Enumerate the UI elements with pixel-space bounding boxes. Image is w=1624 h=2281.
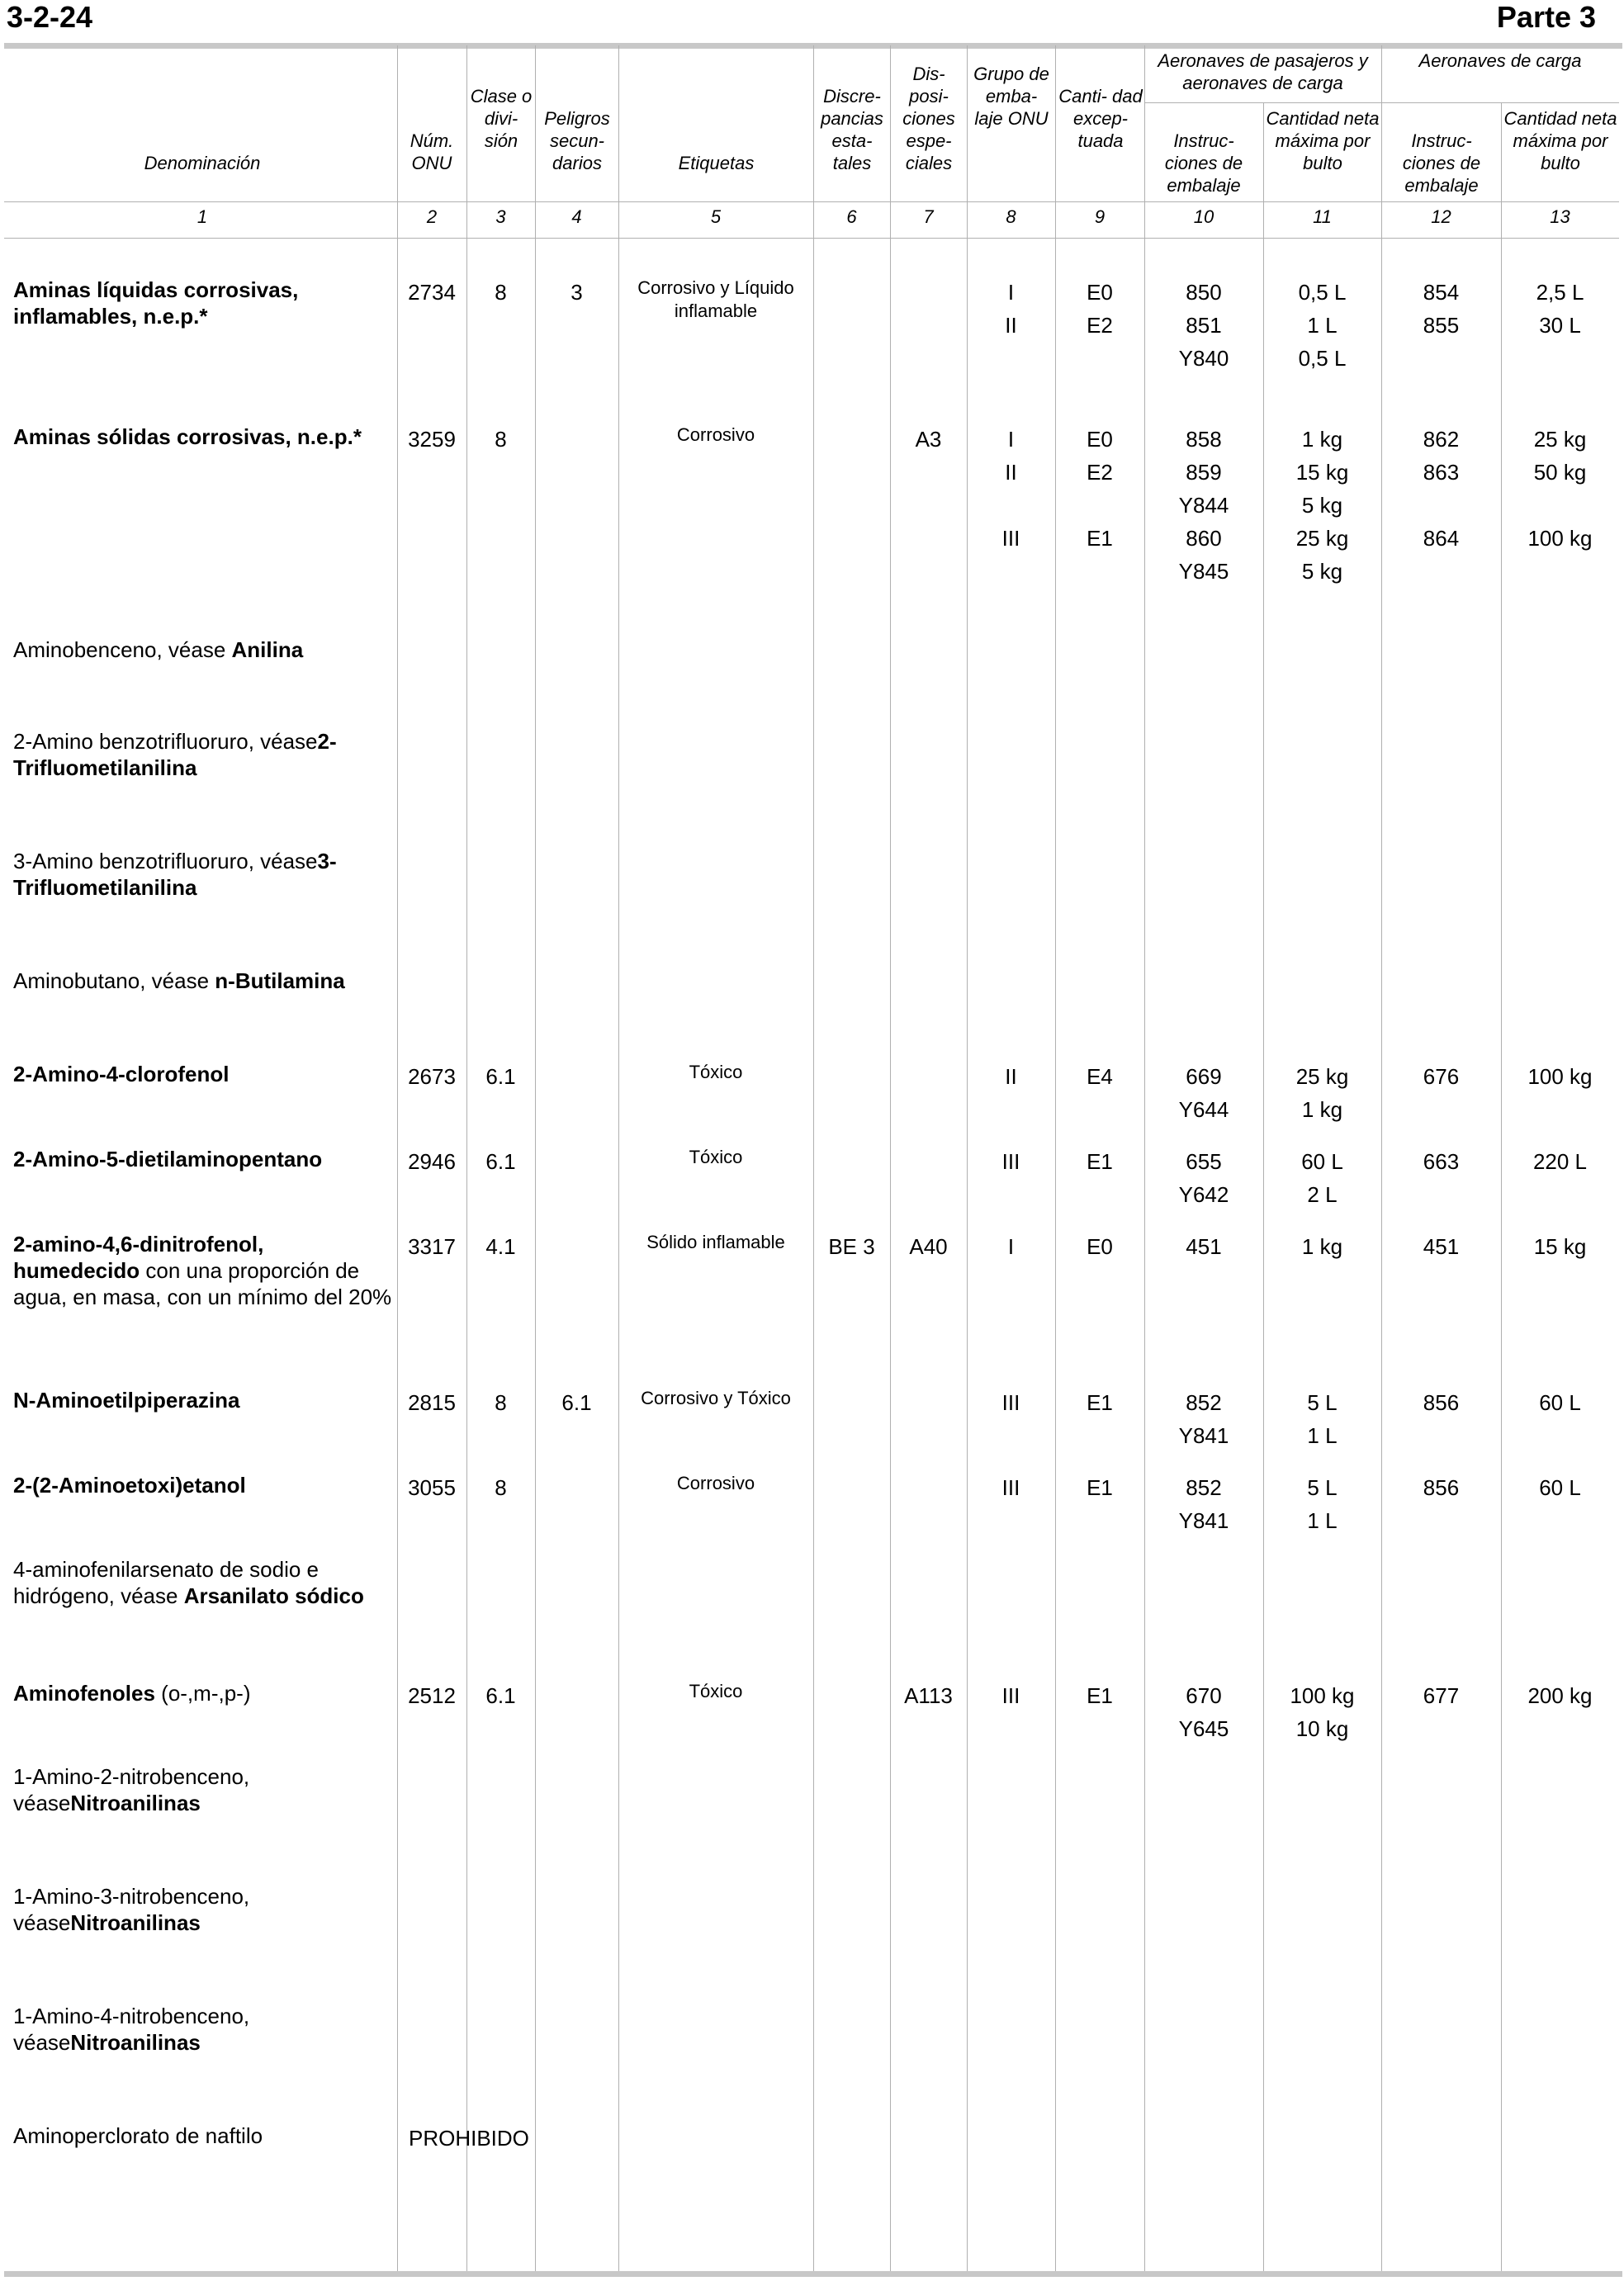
substance-name [13, 2003, 393, 2056]
hazard-label: Tóxico [689, 1062, 743, 1082]
cargo-packing-instruction: 663 [1423, 1149, 1460, 1174]
cargo-packing-instruction: 856 [1423, 1475, 1460, 1500]
passenger-max-net-quantity: 5 kg [1301, 493, 1343, 518]
excepted-quantity: E0 [1087, 280, 1113, 305]
passenger-packing-instruction: Y840 [1178, 346, 1229, 371]
substance-name [13, 1472, 393, 1498]
substance-name-bold: Aminas sólidas corrosivas, n.e.p.* [13, 424, 362, 449]
column-number: 9 [1094, 206, 1106, 227]
prohibited-text: PROHIBIDO [409, 2126, 529, 2151]
hazard-label: Sólido inflamable [646, 1232, 785, 1252]
substance-name-text: Aminobutano, véase [13, 968, 215, 993]
passenger-max-net-quantity: 1 kg [1301, 427, 1343, 452]
bottom-rule [4, 2271, 1622, 2277]
passenger-max-net-quantity: 25 kg [1295, 1064, 1349, 1089]
substance-name-bold: Aminofenoles [13, 1681, 155, 1706]
excepted-quantity: E1 [1087, 1683, 1113, 1708]
header-col-3: Clase o divi- sión [470, 86, 533, 151]
substance-name [13, 848, 393, 901]
passenger-packing-instruction: Y841 [1178, 1508, 1229, 1533]
cross-reference-link[interactable]: Nitroanilinas [70, 1791, 201, 1815]
part-label: Parte 3 [1496, 0, 1596, 34]
passenger-max-net-quantity: 5 L [1307, 1390, 1338, 1415]
cargo-max-net-quantity: 60 L [1539, 1475, 1581, 1500]
packing-group: III [1001, 1149, 1020, 1174]
class-division: 6.1 [485, 1683, 516, 1708]
cargo-max-net-quantity: 2,5 L [1536, 280, 1584, 305]
cargo-packing-instruction: 856 [1423, 1390, 1460, 1415]
substance-name [13, 637, 393, 663]
class-division: 4.1 [485, 1234, 516, 1259]
un-number: 2734 [408, 280, 456, 305]
header-col-6: Discre- pancias esta- tales [821, 86, 883, 173]
class-division: 6.1 [485, 1149, 516, 1174]
header-passenger-aircraft: Aeronaves de pasajeros y aeronaves de carga [1158, 50, 1368, 93]
excepted-quantity: E2 [1087, 460, 1113, 485]
passenger-packing-instruction: 860 [1186, 526, 1222, 551]
cargo-max-net-quantity: 220 L [1532, 1149, 1588, 1174]
substance-name [13, 1556, 393, 1609]
substance-name [13, 968, 393, 994]
header-col-9: Canti- dad excep- tuada [1058, 86, 1143, 151]
column-number: 2 [426, 206, 438, 227]
packing-group: II [1005, 460, 1017, 485]
passenger-packing-instruction: 859 [1186, 460, 1222, 485]
passenger-max-net-quantity: 5 L [1307, 1475, 1338, 1500]
substance-name-qualifier: con una proporción de agua, en masa, con un mínimo del 20% [13, 1258, 392, 1309]
excepted-quantity: E1 [1087, 1149, 1113, 1174]
substance-name-text: 3-Amino benzotrifluoruro, véase [13, 849, 318, 873]
cargo-max-net-quantity: 25 kg [1533, 427, 1587, 452]
substance-name-text: 1-Amino-4-nitrobenceno, véase [13, 2004, 250, 2055]
substance-name-text: 1-Amino-2-nitrobenceno, véase [13, 1764, 250, 1815]
substance-name [13, 277, 393, 329]
substance-name-bold: Aminas líquidas corrosivas, inflamables, n.e.p.* [13, 277, 299, 329]
cargo-max-net-quantity: 200 kg [1527, 1683, 1593, 1708]
column-number: 8 [1006, 206, 1016, 227]
header-col-8: Grupo de emba- laje ONU [973, 64, 1049, 129]
header-col-7: Dis- posi- ciones espe- ciales [902, 64, 955, 173]
cargo-max-net-quantity: 100 kg [1527, 1064, 1593, 1089]
hazard-label: Corrosivo y Líquido inflamable [637, 277, 794, 321]
cargo-packing-instruction: 677 [1423, 1683, 1460, 1708]
passenger-packing-instruction: Y841 [1178, 1423, 1229, 1448]
header-col-1: Denominación [144, 153, 261, 173]
excepted-quantity: E1 [1087, 526, 1113, 551]
cargo-packing-instruction: 676 [1423, 1064, 1460, 1089]
packing-group: I [1007, 1234, 1015, 1259]
excepted-quantity: E0 [1087, 427, 1113, 452]
passenger-packing-instruction: Y644 [1178, 1097, 1229, 1122]
packing-group: III [1001, 1390, 1020, 1415]
passenger-packing-instruction: 850 [1186, 280, 1222, 305]
passenger-max-net-quantity: 15 kg [1295, 460, 1349, 485]
header-col-11: Cantidad neta máxima por bulto [1266, 108, 1380, 173]
passenger-max-net-quantity: 1 L [1307, 1508, 1338, 1533]
substance-name [13, 2122, 393, 2149]
substance-name [13, 1146, 393, 1172]
cargo-packing-instruction: 451 [1423, 1234, 1460, 1259]
substance-name [13, 1763, 393, 1816]
column-number: 4 [571, 206, 582, 227]
cargo-packing-instruction: 855 [1423, 313, 1460, 338]
cargo-max-net-quantity: 100 kg [1527, 526, 1593, 551]
cross-reference-link[interactable]: 2-Trifluometilanilina [13, 729, 337, 780]
cargo-max-net-quantity: 30 L [1539, 313, 1581, 338]
class-division: 8 [495, 280, 507, 305]
passenger-max-net-quantity: 10 kg [1295, 1716, 1349, 1741]
substance-name [13, 1061, 393, 1087]
substance-name-text: 1-Amino-3-nitrobenceno, véase [13, 1884, 250, 1935]
un-number: 3317 [408, 1234, 456, 1259]
substance-name-text: Aminoperclorato de naftilo [13, 2123, 263, 2148]
packing-group: I [1007, 280, 1015, 305]
substance-name [13, 728, 393, 781]
substance-name-qualifier: (o-,m-,p-) [161, 1681, 251, 1706]
hazard-label: Corrosivo [676, 424, 755, 445]
hazard-label: Tóxico [689, 1147, 743, 1167]
cargo-max-net-quantity: 50 kg [1533, 460, 1587, 485]
passenger-max-net-quantity: 1 L [1307, 313, 1338, 338]
cross-reference-link[interactable]: Anilina [231, 637, 304, 662]
substance-name-bold: 2-amino-4,6-dinitrofenol, humedecido [13, 1232, 264, 1283]
passenger-max-net-quantity: 0,5 L [1298, 346, 1347, 371]
substance-name [13, 424, 393, 450]
cargo-packing-instruction: 863 [1423, 460, 1460, 485]
passenger-packing-instruction: Y645 [1178, 1716, 1229, 1741]
passenger-max-net-quantity: 25 kg [1295, 526, 1349, 551]
class-division: 8 [495, 1475, 507, 1500]
passenger-packing-instruction: Y844 [1178, 493, 1229, 518]
passenger-packing-instruction: Y642 [1178, 1182, 1229, 1207]
passenger-max-net-quantity: 1 kg [1301, 1234, 1343, 1259]
subsidiary-hazard: 3 [571, 280, 583, 305]
substance-name [13, 1231, 393, 1310]
passenger-max-net-quantity: 1 kg [1301, 1097, 1343, 1122]
excepted-quantity: E4 [1087, 1064, 1113, 1089]
excepted-quantity: E2 [1087, 313, 1113, 338]
hazard-label: Corrosivo [676, 1473, 755, 1493]
passenger-max-net-quantity: 60 L [1301, 1149, 1343, 1174]
column-number: 3 [495, 206, 506, 227]
substance-name [13, 1387, 393, 1413]
class-division: 8 [495, 1390, 507, 1415]
passenger-max-net-quantity: 5 kg [1301, 559, 1343, 584]
substance-name [13, 1680, 393, 1706]
un-number: 2946 [408, 1149, 456, 1174]
un-number: 2512 [408, 1683, 456, 1708]
cross-reference-link[interactable]: Arsanilato sódico [183, 1583, 364, 1608]
hazard-label: Tóxico [689, 1681, 743, 1701]
substance-name-text: 2-Amino benzotrifluoruro, véase [13, 729, 318, 754]
column-number: 6 [846, 206, 857, 227]
header-col-12: Instruc- ciones de embalaje [1402, 130, 1481, 196]
class-division: 6.1 [485, 1064, 516, 1089]
cross-reference-link[interactable]: 3-Trifluometilanilina [13, 849, 337, 900]
substance-name-bold: N-Aminoetilpiperazina [13, 1388, 240, 1413]
passenger-packing-instruction: 655 [1186, 1149, 1222, 1174]
packing-group: III [1001, 1683, 1020, 1708]
un-number: 3259 [408, 427, 456, 452]
passenger-packing-instruction: 670 [1186, 1683, 1222, 1708]
cargo-packing-instruction: 864 [1423, 526, 1460, 551]
column-number: 11 [1313, 206, 1332, 227]
cargo-max-net-quantity: 15 kg [1533, 1234, 1587, 1259]
column-number: 5 [710, 206, 722, 227]
passenger-max-net-quantity: 1 L [1307, 1423, 1338, 1448]
passenger-packing-instruction: 858 [1186, 427, 1222, 452]
packing-group: II [1005, 1064, 1017, 1089]
header-col-13: Cantidad neta máxima por bulto [1503, 108, 1617, 173]
cargo-max-net-quantity: 60 L [1539, 1390, 1581, 1415]
packing-group: III [1001, 526, 1020, 551]
packing-group: I [1007, 427, 1015, 452]
header-col-10: Instruc- ciones de embalaje [1164, 130, 1243, 196]
passenger-max-net-quantity: 100 kg [1290, 1683, 1355, 1708]
substance-name-bold: 2-Amino-4-clorofenol [13, 1062, 230, 1086]
substance-name-text: Aminobenceno, véase [13, 637, 232, 662]
special-provision: A3 [915, 427, 942, 452]
header-col-2: Núm. ONU [410, 130, 454, 173]
un-number: 2673 [408, 1064, 456, 1089]
special-provision: A40 [909, 1234, 948, 1259]
column-number: 10 [1193, 206, 1214, 227]
special-provision: A113 [904, 1683, 953, 1708]
substance-name-text: 4-aminofenilarsenato de sodio e hidrógeno, véase [13, 1557, 320, 1608]
excepted-quantity: E0 [1087, 1234, 1113, 1259]
passenger-packing-instruction: 669 [1186, 1064, 1222, 1089]
passenger-packing-instruction: Y845 [1178, 559, 1229, 584]
header-col-4: Peligros secun- darios [544, 108, 610, 173]
state-variation: BE 3 [828, 1234, 875, 1259]
header-cargo-aircraft: Aeronaves de carga [1418, 50, 1582, 71]
cross-reference-link[interactable]: Nitroanilinas [70, 1910, 201, 1935]
hazard-label: Corrosivo y Tóxico [641, 1388, 791, 1408]
substance-name-bold: 2-(2-Aminoetoxi)etanol [13, 1473, 246, 1498]
column-number: 1 [196, 206, 208, 227]
excepted-quantity: E1 [1087, 1475, 1113, 1500]
column-number: 12 [1431, 206, 1451, 227]
un-number: 2815 [408, 1390, 456, 1415]
page-number: 3-2-24 [7, 0, 93, 34]
cargo-packing-instruction: 862 [1423, 427, 1460, 452]
header-col-5: Etiquetas [678, 153, 755, 173]
column-number: 7 [923, 206, 934, 227]
passenger-packing-instruction: 852 [1186, 1475, 1222, 1500]
column-number: 13 [1550, 206, 1570, 227]
packing-group: II [1005, 313, 1017, 338]
passenger-packing-instruction: 852 [1186, 1390, 1222, 1415]
packing-group: III [1001, 1475, 1020, 1500]
passenger-packing-instruction: 451 [1186, 1234, 1222, 1259]
substance-name [13, 1883, 393, 1936]
cross-reference-link[interactable]: Nitroanilinas [70, 2030, 201, 2055]
cargo-packing-instruction: 854 [1423, 280, 1460, 305]
class-division: 8 [495, 427, 507, 452]
passenger-max-net-quantity: 2 L [1307, 1182, 1338, 1207]
passenger-packing-instruction: 851 [1186, 313, 1222, 338]
cross-reference-link[interactable]: n-Butilamina [215, 968, 345, 993]
subsidiary-hazard: 6.1 [561, 1390, 592, 1415]
un-number: 3055 [408, 1475, 456, 1500]
excepted-quantity: E1 [1087, 1390, 1113, 1415]
passenger-max-net-quantity: 0,5 L [1298, 280, 1347, 305]
substance-name-bold: 2-Amino-5-dietilaminopentano [13, 1147, 323, 1171]
